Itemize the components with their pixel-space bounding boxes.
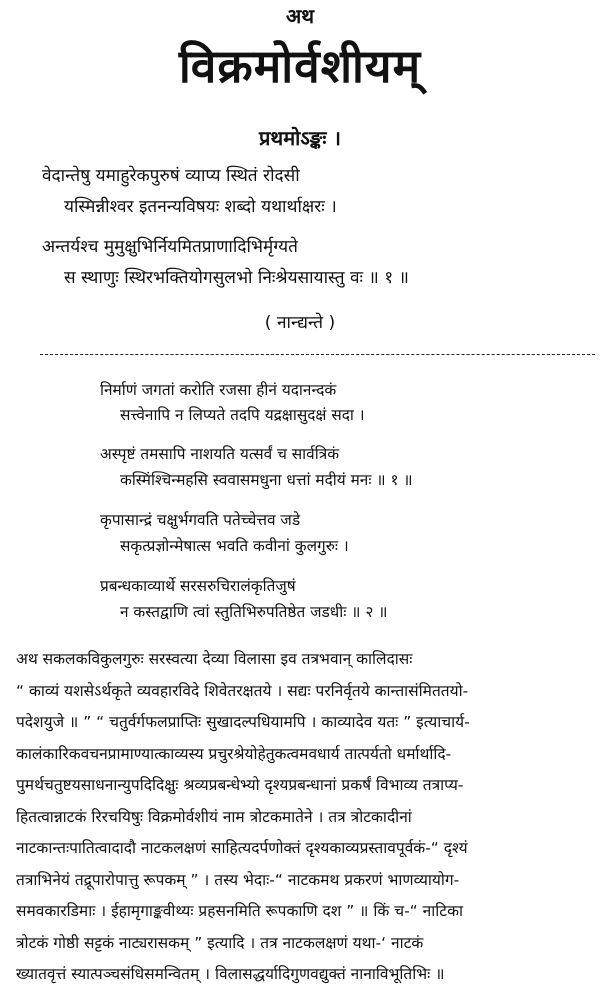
commentary-paragraph <box>16 644 592 991</box>
commentary-line: ख्यातवृत्तं स्यात्पञ्चसंधिसमन्वितम् । विलासद्धर्यादिगुणवद्युक्तं नानाविभूतिभिः ॥ <box>16 965 445 983</box>
commentary-verse-line: कृपासान्द्रं चक्षुर्भगवति पतेच्चेत्तव जडे <box>100 511 301 529</box>
verse1-line: अन्तर्यश्च मुमुक्षुभिर्नियमितप्राणादिभिर्मृग्यते <box>42 237 298 257</box>
act-heading: प्रथमोऽङ्कः । <box>259 126 341 150</box>
commentary-verse-line: कस्मिंश्चिन्महसि स्ववासमधुना धत्तां मदीयं मनः ॥ १ ॥ <box>120 471 413 489</box>
commentary-line: नाटकान्तःपातित्वादादौ नाटकलक्षणं साहित्यदर्पणोक्तं दृश्यकाव्यप्रस्तावपूर्वकं-“ दृश्यं <box>16 839 468 857</box>
play-title: विक्रमोर्वशीयम् <box>178 39 422 93</box>
commentary-line: पुमर्थचतुष्टयसाधनान्युपदिदिक्षुः श्रव्यप्रबन्धेभ्यो दृश्यप्रबन्धानां प्रकर्षं विभाव्य तत्राप्य- <box>16 776 464 794</box>
header-atha: अथ <box>285 4 315 28</box>
commentary-verse-line: निर्माणं जगतां करोति रजसा हीनं यदानन्दकं <box>100 381 337 399</box>
commentary-verse-line: न कस्तद्वाणि त्वां स्तुतिभिरुपतिष्ठेत जडधीः ॥ २ ॥ <box>120 603 388 621</box>
verse1-line: यस्मिन्नीश्वर इतनन्यविषयः शब्दो यथार्थाक्षरः । <box>64 197 337 217</box>
commentary-line: कालंकारिकवचनप्रामाण्यात्काव्यस्य प्रचुरश्रेयोहेतुकत्वमवधार्य तात्पर्यतो धर्मार्थादि- <box>16 744 452 763</box>
commentary-line: पदेशयुजे ॥ ” “ चतुर्वर्गफलप्राप्तिः सुखादल्पधियामपि । काव्यादेव यतः ” इत्याचार्य- <box>16 713 470 731</box>
verse1-line: स स्थाणुः स्थिरभक्तियोगसुलभो निःश्रेयसायास्तु वः ॥ १ ॥ <box>64 268 409 288</box>
commentary-verse-line: सत्त्वेनापि न लिप्यते तदपि यद्रक्षासुदक्षं सदा । <box>120 406 365 424</box>
commentary-line: तत्राभिनेयं तद्रूपारोपात्तु रूपकम् ” । तस्य भेदाः-“ नाटकमथ प्रकरणं भाणव्यायोग- <box>16 870 460 889</box>
commentary-verse-line: अस्पृष्टं तमसापि नाशयति यत्सर्वं च सार्वत्रिकं <box>100 445 340 463</box>
commentary-line: अथ सकलकविकुलगुरुः सरस्वत्या देव्या विलासा इव तत्रभवान् कालिदासः <box>16 650 413 668</box>
commentary-line: समवकारडिमाः । ईहामृगाङ्कवीथ्यः प्रहसनमिति रूपकाणि दश ” ॥ किं च-“ नाटिका <box>16 902 463 920</box>
section-divider <box>40 354 595 355</box>
commentary-line: हितत्वान्नाटकं रिरचयिषुः विक्रमोर्वशीयं नाम त्रोटकमातेने । तत्र त्रोटकादीनां <box>16 807 412 826</box>
commentary-verse-line: प्रबन्धकाव्यार्थे सरसरुचिरालंकृतिजुषं <box>100 577 296 595</box>
commentary-line: त्रोटकं गोष्ठी सट्टकं नाट्यरासकम् ” इत्यादि । तत्र नाटकलक्षणं यथा-‘ नाटकं <box>16 933 424 952</box>
commentary-line: “ काव्यं यशसेऽर्थकृते व्यवहारविदे शिवेतरक्षतये । सद्यः परनिर्वृतये कान्तासंमिततयो- <box>16 681 469 700</box>
verse1-line: वेदान्तेषु यमाहुरेकपुरुषं व्याप्य स्थितं रोदसी <box>42 166 300 186</box>
commentary-verse-line: सकृत्प्रज्ञोन्मेषात्स भवति कवीनां कुलगुरुः । <box>120 537 349 555</box>
stage-direction: ( नान्द्यन्ते ) <box>264 313 336 333</box>
